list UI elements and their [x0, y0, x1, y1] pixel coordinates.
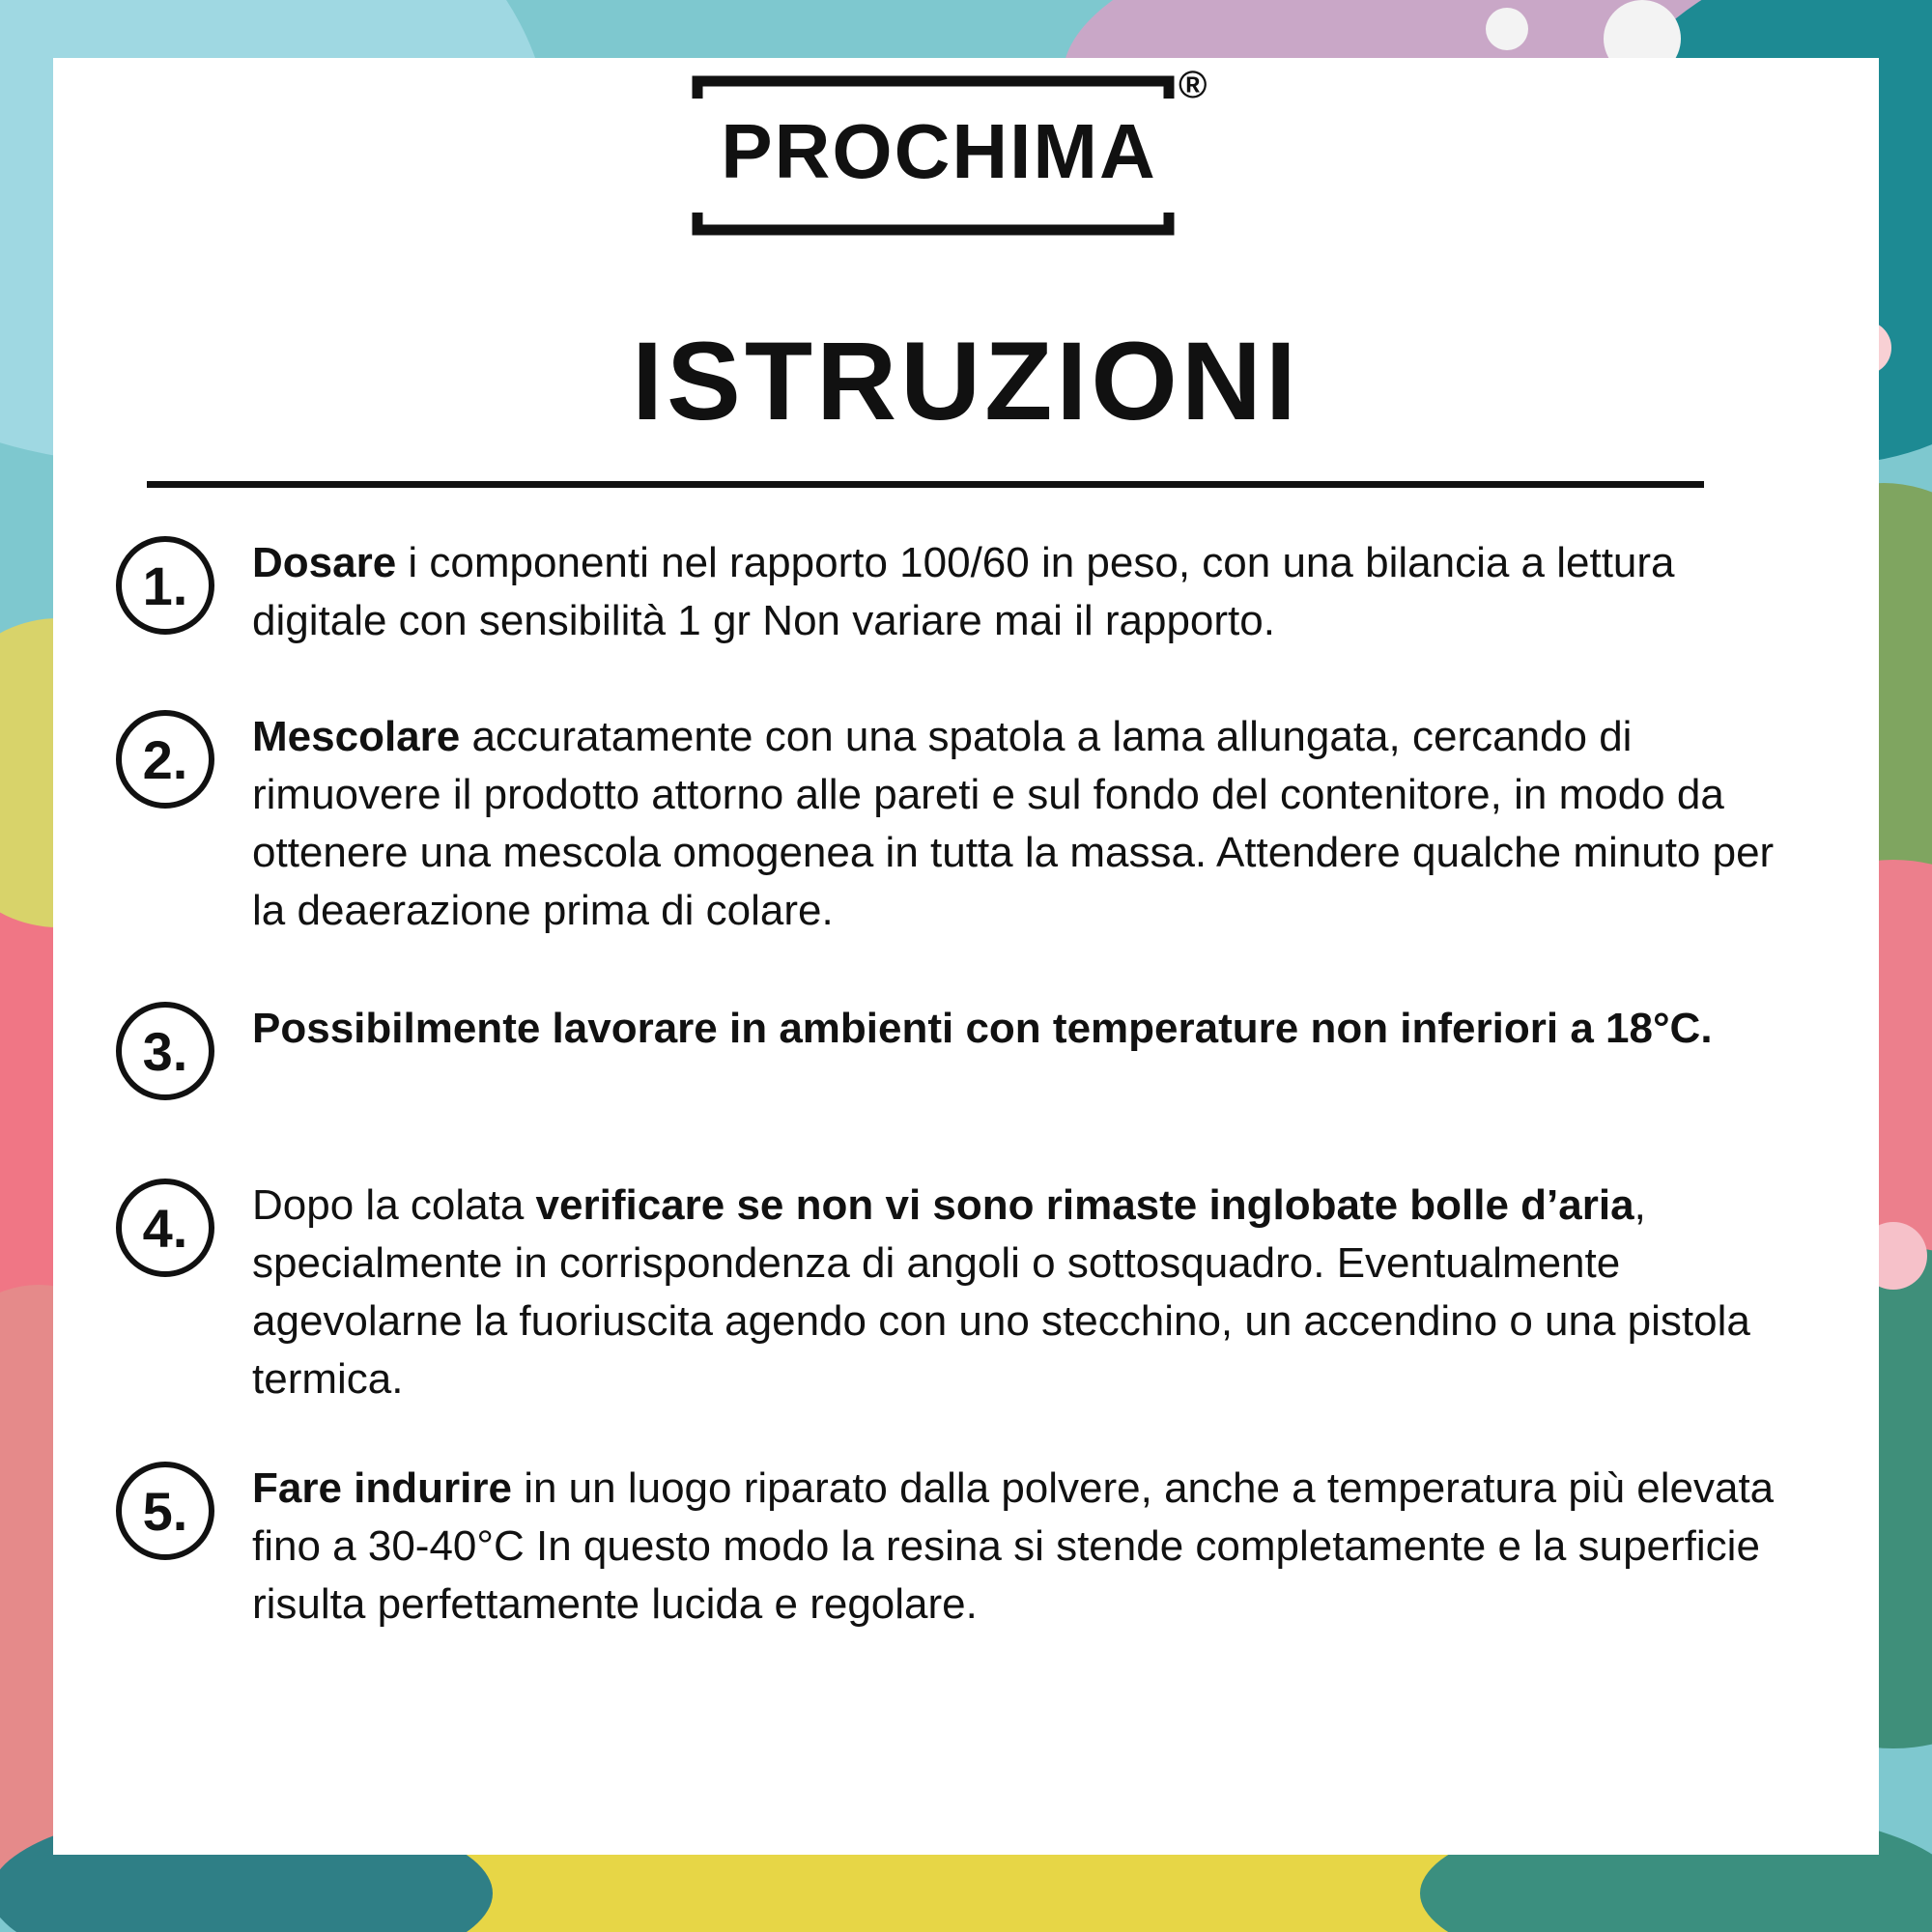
step-text-3 [252, 1000, 1778, 1058]
step-run: , specialmente in corrispondenza di angoli o sottosquadro. Eventualmente agevolarne la fuoriuscita agendo con uno stecchino, un accendino o una pistola termica. [252, 1181, 1750, 1403]
step-run: in un luogo riparato dalla polvere, anche a temperatura più elevata fino a 30-40°C In questo modo la resina si stende completamente e la superficie risulta perfettamente lucida e regolare. [252, 1464, 1775, 1628]
brand-name: PROCHIMA [721, 108, 1157, 194]
step-text-4 [252, 1177, 1778, 1408]
step-number-4: 4. [116, 1179, 214, 1277]
step-emphasis: Dosare [252, 539, 397, 586]
title-divider [147, 481, 1704, 488]
step-run: i componenti nel rapporto 100/60 in peso, con una bilancia a lettura digitale con sensibilità 1 gr Non variare mai il rapporto. [252, 539, 1675, 644]
step-number-3: 3. [116, 1002, 214, 1100]
step-emphasis: Mescolare [252, 713, 461, 760]
step-number-5: 5. [116, 1462, 214, 1560]
step-number-1: 1. [116, 536, 214, 635]
step-text-1 [252, 534, 1778, 650]
step-run: Dopo la colata [252, 1181, 536, 1229]
prochima-logo [638, 64, 1246, 246]
step-text-2 [252, 708, 1778, 940]
step-emphasis: Fare indurire [252, 1464, 512, 1512]
step-text-5 [252, 1460, 1778, 1634]
registered-mark: ® [1179, 64, 1208, 106]
step-run: accuratamente con una spatola a lama allungata, cercando di rimuovere il prodotto attorno alle pareti e sul fondo del contenitore, in modo da ottenere una mescola omogenea in tutta la massa. Attendere qualche minuto per la deaerazione prima di colare. [252, 713, 1775, 934]
step-number-2: 2. [116, 710, 214, 809]
step-emphasis: verificare se non vi sono rimaste inglobate bolle d’aria [535, 1181, 1634, 1229]
step-emphasis: Possibilmente lavorare in ambienti con temperature non inferiori a 18°C. [252, 1005, 1713, 1052]
page-title: ISTRUZIONI [632, 320, 1300, 443]
